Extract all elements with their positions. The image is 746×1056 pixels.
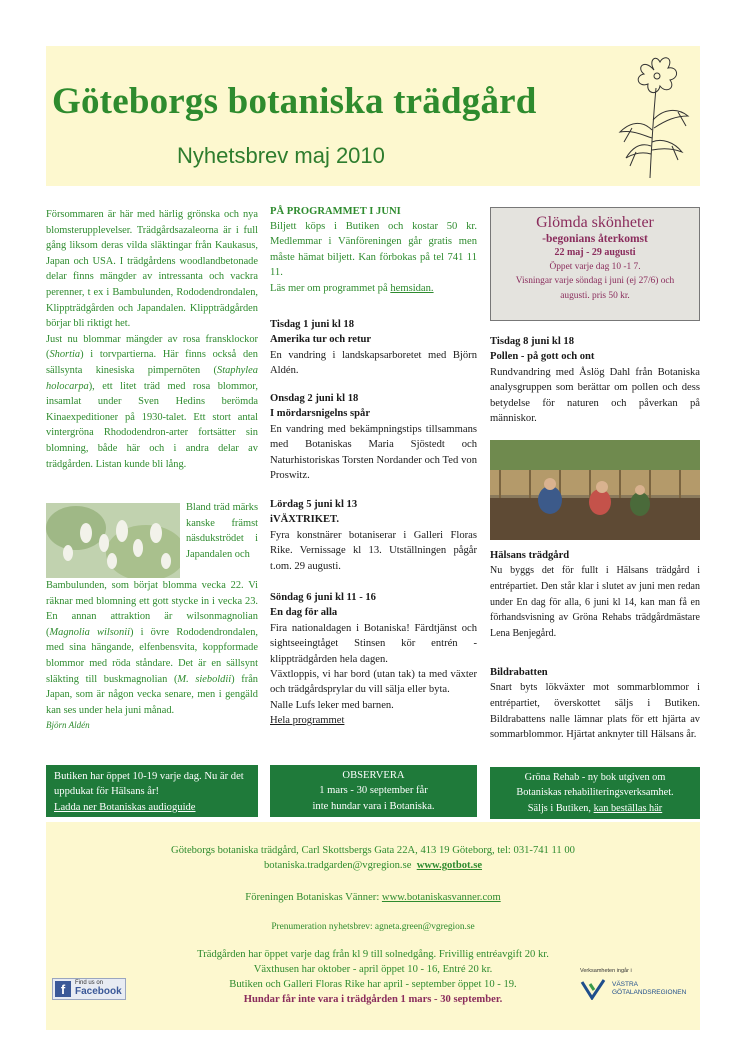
footer-subscribe: Prenumeration nyhetsbrev: agneta.green@vgregion.se (271, 922, 475, 932)
homepage-link[interactable]: hemsidan. (390, 282, 434, 294)
bildrabatten: Bildrabatten Snart byts lökväxter mot sommarblommor i entrépartiet, överskottet säljs i Butiken. Bildrabattens nalle lämnar plats för ett hjärta av sommarblommor. Hjärtat anknyter till Hälsans år. (490, 667, 700, 741)
flower-illustration (612, 50, 696, 180)
full-program-link[interactable]: Hela programmet (270, 715, 345, 727)
vgr-logo-icon (580, 978, 606, 1000)
dog-notice: Hundar får inte vara i trädgården 1 mars - 30 september. (243, 994, 503, 1005)
grona-rehab-box: Gröna Rehab - ny bok utgiven om Botaniskas rehabiliteringsverksamhet. Säljs i Butiken, kan beställas här (490, 767, 700, 819)
observera-box: OBSERVERA 1 mars - 30 september får inte hundar vara i Botaniska. (270, 765, 477, 817)
newsletter-subtitle: Nyhetsbrev maj 2010 (177, 143, 385, 168)
footer-friends: Föreningen Botaniskas Vänner: www.botaniskasvanner.com (245, 892, 501, 903)
exhibition-dates: 22 maj - 29 augusti (554, 247, 636, 258)
friends-link[interactable]: www.botaniskasvanner.com (381, 892, 501, 903)
gotbot-link[interactable]: www.gotbot.se (416, 860, 483, 871)
program-section (270, 205, 477, 296)
author: Björn Aldén (46, 720, 90, 731)
exhibition-box: Glömda skönheter -begonians återkomst 22 maj - 29 augusti Öppet varje dag 10 -1 7. Visningar varje söndag i juni (ej 27/6) och augusti. pris 50 kr. (490, 207, 700, 321)
observera-title: OBSERVERA (342, 770, 405, 781)
magnolia-text (46, 578, 258, 734)
dove-tree-side-text: Bland träd märks kanske främst näsdukströdet i Japandalen och (186, 502, 258, 560)
dove-tree-photo (46, 503, 180, 578)
shop-box-text: Butiken har öppet 10-19 varje dag. Nu är det uppdukat för Hälsans år! (54, 771, 244, 798)
shop-box (46, 765, 258, 817)
intro-text (46, 207, 258, 472)
event-item: Söndag 6 juni kl 11 - 16 En dag för alla Fira nationaldagen i Botaniska! Färdtjänst och sightseeingtåget Stinsen kör entrén - klippträdgården hela dagen. Växtloppis, vi har bord (utan tak) ta med växter och trädgårdsprylar du vill sälja eller byta. Nalle Lufs leker med barnen. Hela programmet (270, 590, 477, 729)
shortia-paragraph: Just nu blommar mängder av rosa fransklockor (Shortia) i torvpartierna. Här finns också den sällsynta kinesiska pimpernöten (Staphylea holocarpa), ett litet träd med rosa blommor, insamlat under Sven Hedins berömda Kinaexpeditioner på 1930-talet. Ett stort antal vintergröna Rhododendron-arter fortsätter sin blomning, både här och i andra delar av trädgården. Listan kunde bli lång. (46, 333, 258, 470)
facebook-icon: f (55, 981, 71, 997)
audioguide-link[interactable]: Ladda ner Botaniskas audioguide (54, 801, 196, 813)
footer-contact: botaniska.tradgarden@vgregion.se www.gotbot.se (263, 860, 483, 871)
order-book-link[interactable]: kan beställas här (593, 802, 663, 814)
event-item: Tisdag 8 juni kl 18 Pollen - på gott och ont Rundvandring med Åslög Dahl från Botaniska analysgruppen som berättar om pollen och dess betydelse för naturen och påverkan på människor. (490, 336, 700, 425)
footer: Göteborgs botaniska trädgård, Carl Skottsbergs Gata 22A, 413 19 Göteborg, tel: 031-741 11 00 botaniska.tradgarden@vgregion.se www.gotbot.se Föreningen Botaniskas Vänner: www.botaniskasvanner.com Prenumeration nyhetsbrev: agneta.green@vgregion.se Trädgården har öppet varje dag från kl 9 till solnedgång. Frivillig entréavgift 20 kr. Växthusen har oktober - april öppet 10 - 16, Entré 20 kr. Butiken och Galleri Floras Rike har april - september öppet 10 - 19. Hundar får inte vara i trädgården 1 mars - 30 september. f Find us on Facebook Verksamheten ingår i VÄSTRA GÖTALANDSREGIONEN (46, 822, 700, 1030)
intro-paragraph: Försommaren är här med härlig grönska och nya blomsterupplevelser. Trädgårdsazaleorna är i full gång liksom deras vilda släktingar från Kaukasus, Japan och USA. I trädgårdens woodlandbetonade delar finns mängder av intressanta och vackra perenner, t ex i Bambulunden, Rododendrondalen, Klippträdgården och Japandalen. Klippträdgården börjar bli riktigt het. (46, 209, 258, 330)
program-intro: Biljett köps i Butiken och kostar 50 kr. Medlemmar i Vänföreningen går gratis men måste hämat biljett. Kan förbokas på tel 741 11 11. (270, 221, 477, 279)
garden-photo (490, 440, 700, 540)
magnolia-paragraph: Bambulunden, som börjat blomma vecka 22. Vi räknar med blomning ett gott stycke in i vecka 23. En annan attraktion är wilsonmagnolian (Magnolia wilsonii) i övre Rododendrondalen, med sina hängande, elfenbensvita, koppformade blommor med röda ståndare. Det är en sällsynt släkting till buskmagnolian (M. sieboldii) från Japan, som är någon vecka senare, men i gengäld kan ses under hela juni månad. (46, 580, 258, 716)
event-item: Tisdag 1 juni kl 18 Amerika tur och retur En vandring i landskapsarboretet med Björn Aldén. (270, 319, 477, 377)
exhibition-title: Glömda skönheter (536, 214, 654, 231)
event-item: Lördag 5 juni kl 13 iVÄXTRIKET. Fyra konstnärer botaniserar i Galleri Floras Rike. Vernissage kl 13. Utställningen pågår t.om. 29 augusti. (270, 499, 477, 572)
program-more: Läs mer om programmet på hemsidan. (270, 282, 434, 294)
footer-address: Göteborgs botaniska trädgård, Carl Skottsbergs Gata 22A, 413 19 Göteborg, tel: 031-741 11 00 (171, 845, 575, 856)
halsans-tradgard: Hälsans trädgård Nu byggs det för fullt i Hälsans trädgård i entrépartiet. Den står klar i slutet av juni men redan under En dag för alla, 6 juni kl 14, kan man få en förhandsvisning av Gröna Rehabs trädgårdmästare Lena Benjegård. (490, 550, 700, 639)
exhibition-subtitle: -begonians återkomst (542, 233, 648, 245)
event-item: Onsdag 2 juni kl 18 I mördarsnigelns spår En vandring med bekämpningstips tillsammans med Botaniskas Maria Sjöstedt och Naturhistoriskas Torsten Nordander och Ted von Proswitz. (270, 393, 477, 482)
facebook-button[interactable]: f Find us on Facebook (52, 978, 126, 1000)
vgr-logo: Verksamheten ingår i VÄSTRA GÖTALANDSREGIONEN (576, 968, 700, 1008)
page-title: Göteborgs botaniska trädgård (52, 81, 537, 122)
program-heading: PÅ PROGRAMMET I JUNI (270, 206, 401, 217)
